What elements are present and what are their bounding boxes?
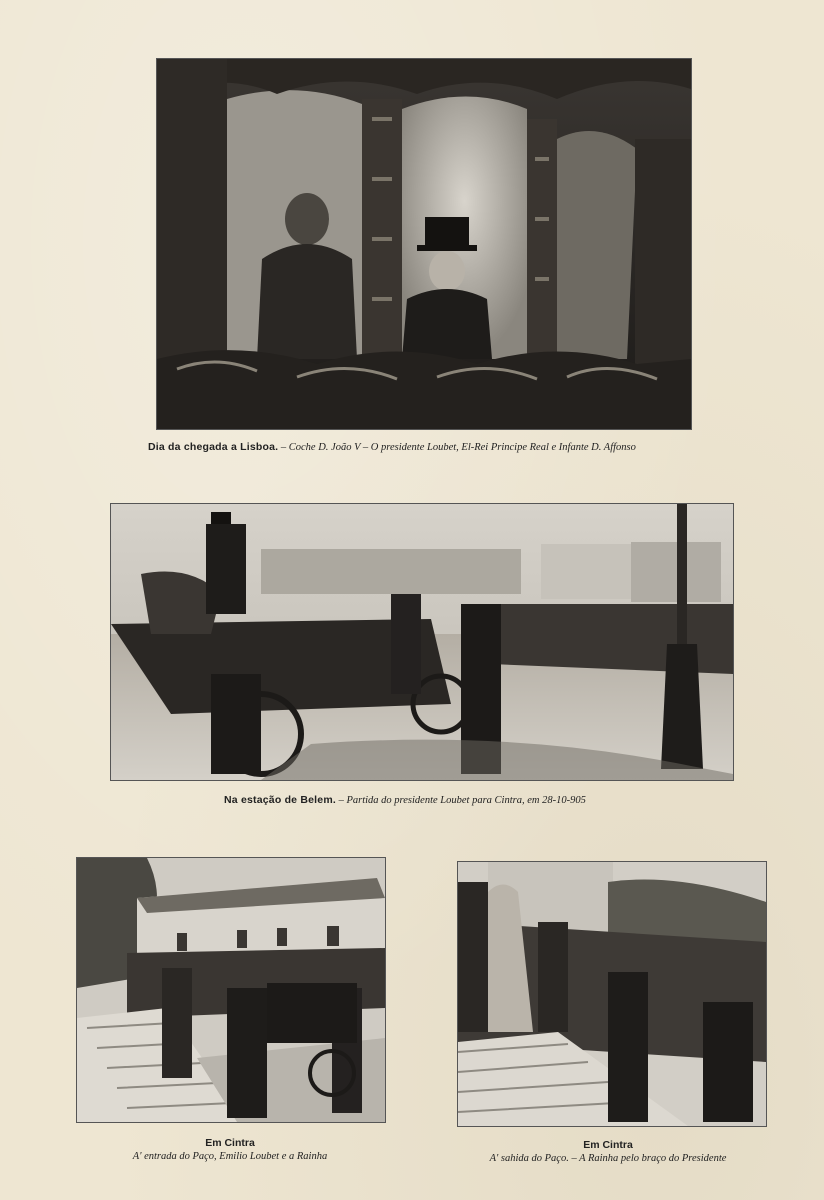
caption-belem-lead: Na estação de Belem. <box>224 794 336 806</box>
photo-cintra-entrada <box>76 857 386 1123</box>
photo-belem <box>110 503 734 781</box>
caption-coach-rest: – Coche D. João V – O presidente Loubet, El-Rei Principe Real e Infante D. Affonso <box>280 442 636 453</box>
caption-cintra-entrada-title: Em Cintra <box>205 1137 255 1149</box>
caption-coach <box>148 441 636 454</box>
caption-coach-lead: Dia da chegada a Lisboa. <box>148 441 279 453</box>
photo-coach <box>156 58 692 430</box>
photo-cintra-sahida <box>457 861 767 1127</box>
photo-cintra-entrada-image <box>77 858 385 1122</box>
caption-cintra-entrada <box>76 1137 384 1163</box>
caption-cintra-sahida-sub: A' sahida do Paço. – A Rainha pelo braço do Presidente <box>489 1153 727 1164</box>
caption-cintra-sahida-title: Em Cintra <box>583 1139 633 1151</box>
caption-cintra-entrada-sub: A' entrada do Paço, Emilio Loubet e a Rainha <box>132 1151 328 1162</box>
photo-coach-image <box>157 59 691 429</box>
caption-belem-rest: – Partida do presidente Loubet para Cintra, em 28-10-905 <box>338 795 586 806</box>
caption-belem <box>224 794 586 807</box>
caption-cintra-sahida <box>448 1139 768 1165</box>
photo-cintra-sahida-image <box>458 862 766 1126</box>
photo-belem-image <box>111 504 733 780</box>
